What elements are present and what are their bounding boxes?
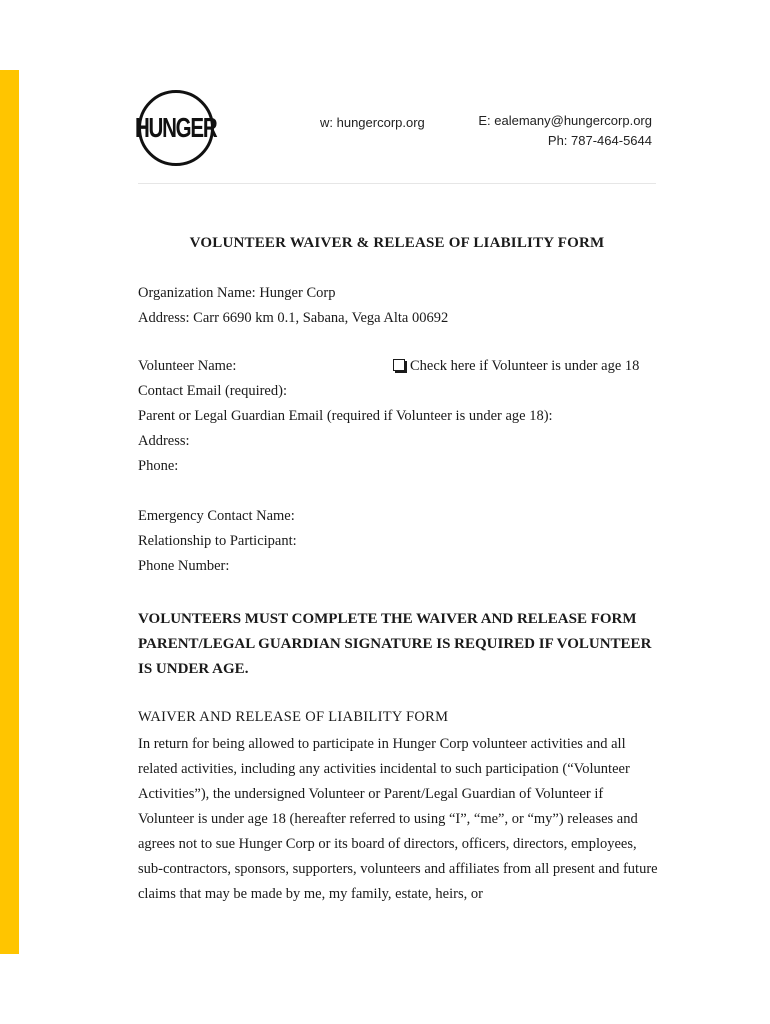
contact-email-field[interactable]: Contact Email (required): — [138, 383, 287, 399]
left-accent-bar — [0, 70, 19, 954]
checkbox-icon[interactable] — [393, 359, 405, 371]
emergency-contact-field[interactable]: Emergency Contact Name: — [138, 508, 295, 524]
relationship-field[interactable]: Relationship to Participant: — [138, 533, 297, 549]
requirements-notice — [138, 607, 668, 682]
organization-address: Address: Carr 6690 km 0.1, Sabana, Vega Alta 00692 — [138, 310, 449, 326]
logo-text: HUNGER — [135, 111, 217, 144]
notice-line-2: PARENT/LEGAL GUARDIAN SIGNATURE IS REQUIRED IF VOLUNTEER — [138, 636, 652, 652]
notice-line-1: VOLUNTEERS MUST COMPLETE THE WAIVER AND RELEASE FORM — [138, 611, 637, 627]
phone-field[interactable]: Phone: — [138, 458, 179, 474]
waiver-heading: WAIVER AND RELEASE OF LIABILITY FORM — [138, 709, 449, 725]
organization-name: Organization Name: Hunger Corp — [138, 285, 336, 301]
under-age-checkbox-label: Check here if Volunteer is under age 18 — [410, 358, 640, 374]
address-field[interactable]: Address: — [138, 433, 190, 449]
emergency-phone-field[interactable]: Phone Number: — [138, 558, 230, 574]
hunger-logo — [135, 90, 217, 166]
waiver-body-text: In return for being allowed to participate in Hunger Corp volunteer activities and all related activities, including any activities incidental to such participation (“Volunteer Activities”), the undersigned Volunteer or Parent/Legal Guardian of Volunteer if Volunteer is under age 18 (hereafter referred to using “I”, “me”, or “my”) releases and agrees not to sue Hunger Corp or its board of directors, officers, directors, employees, sub-contractors, sponsors, supporters, volunteers and affiliates from all present and future claims that may be made by me, my family, estate, heirs, or — [138, 736, 658, 902]
guardian-email-field[interactable]: Parent or Legal Guardian Email (required if Volunteer is under age 18): — [138, 408, 553, 424]
form-title: VOLUNTEER WAIVER & RELEASE OF LIABILITY FORM — [189, 235, 605, 251]
email-text: E: ealemany@hungercorp.org — [478, 113, 652, 128]
header-divider — [138, 183, 656, 184]
website-text: w: hungercorp.org — [320, 115, 425, 130]
volunteer-name-field[interactable]: Volunteer Name: — [138, 358, 237, 374]
phone-text: Ph: 787-464-5644 — [547, 133, 652, 148]
under-age-checkbox-row[interactable] — [393, 358, 639, 375]
notice-line-3: IS UNDER AGE. — [138, 661, 249, 677]
